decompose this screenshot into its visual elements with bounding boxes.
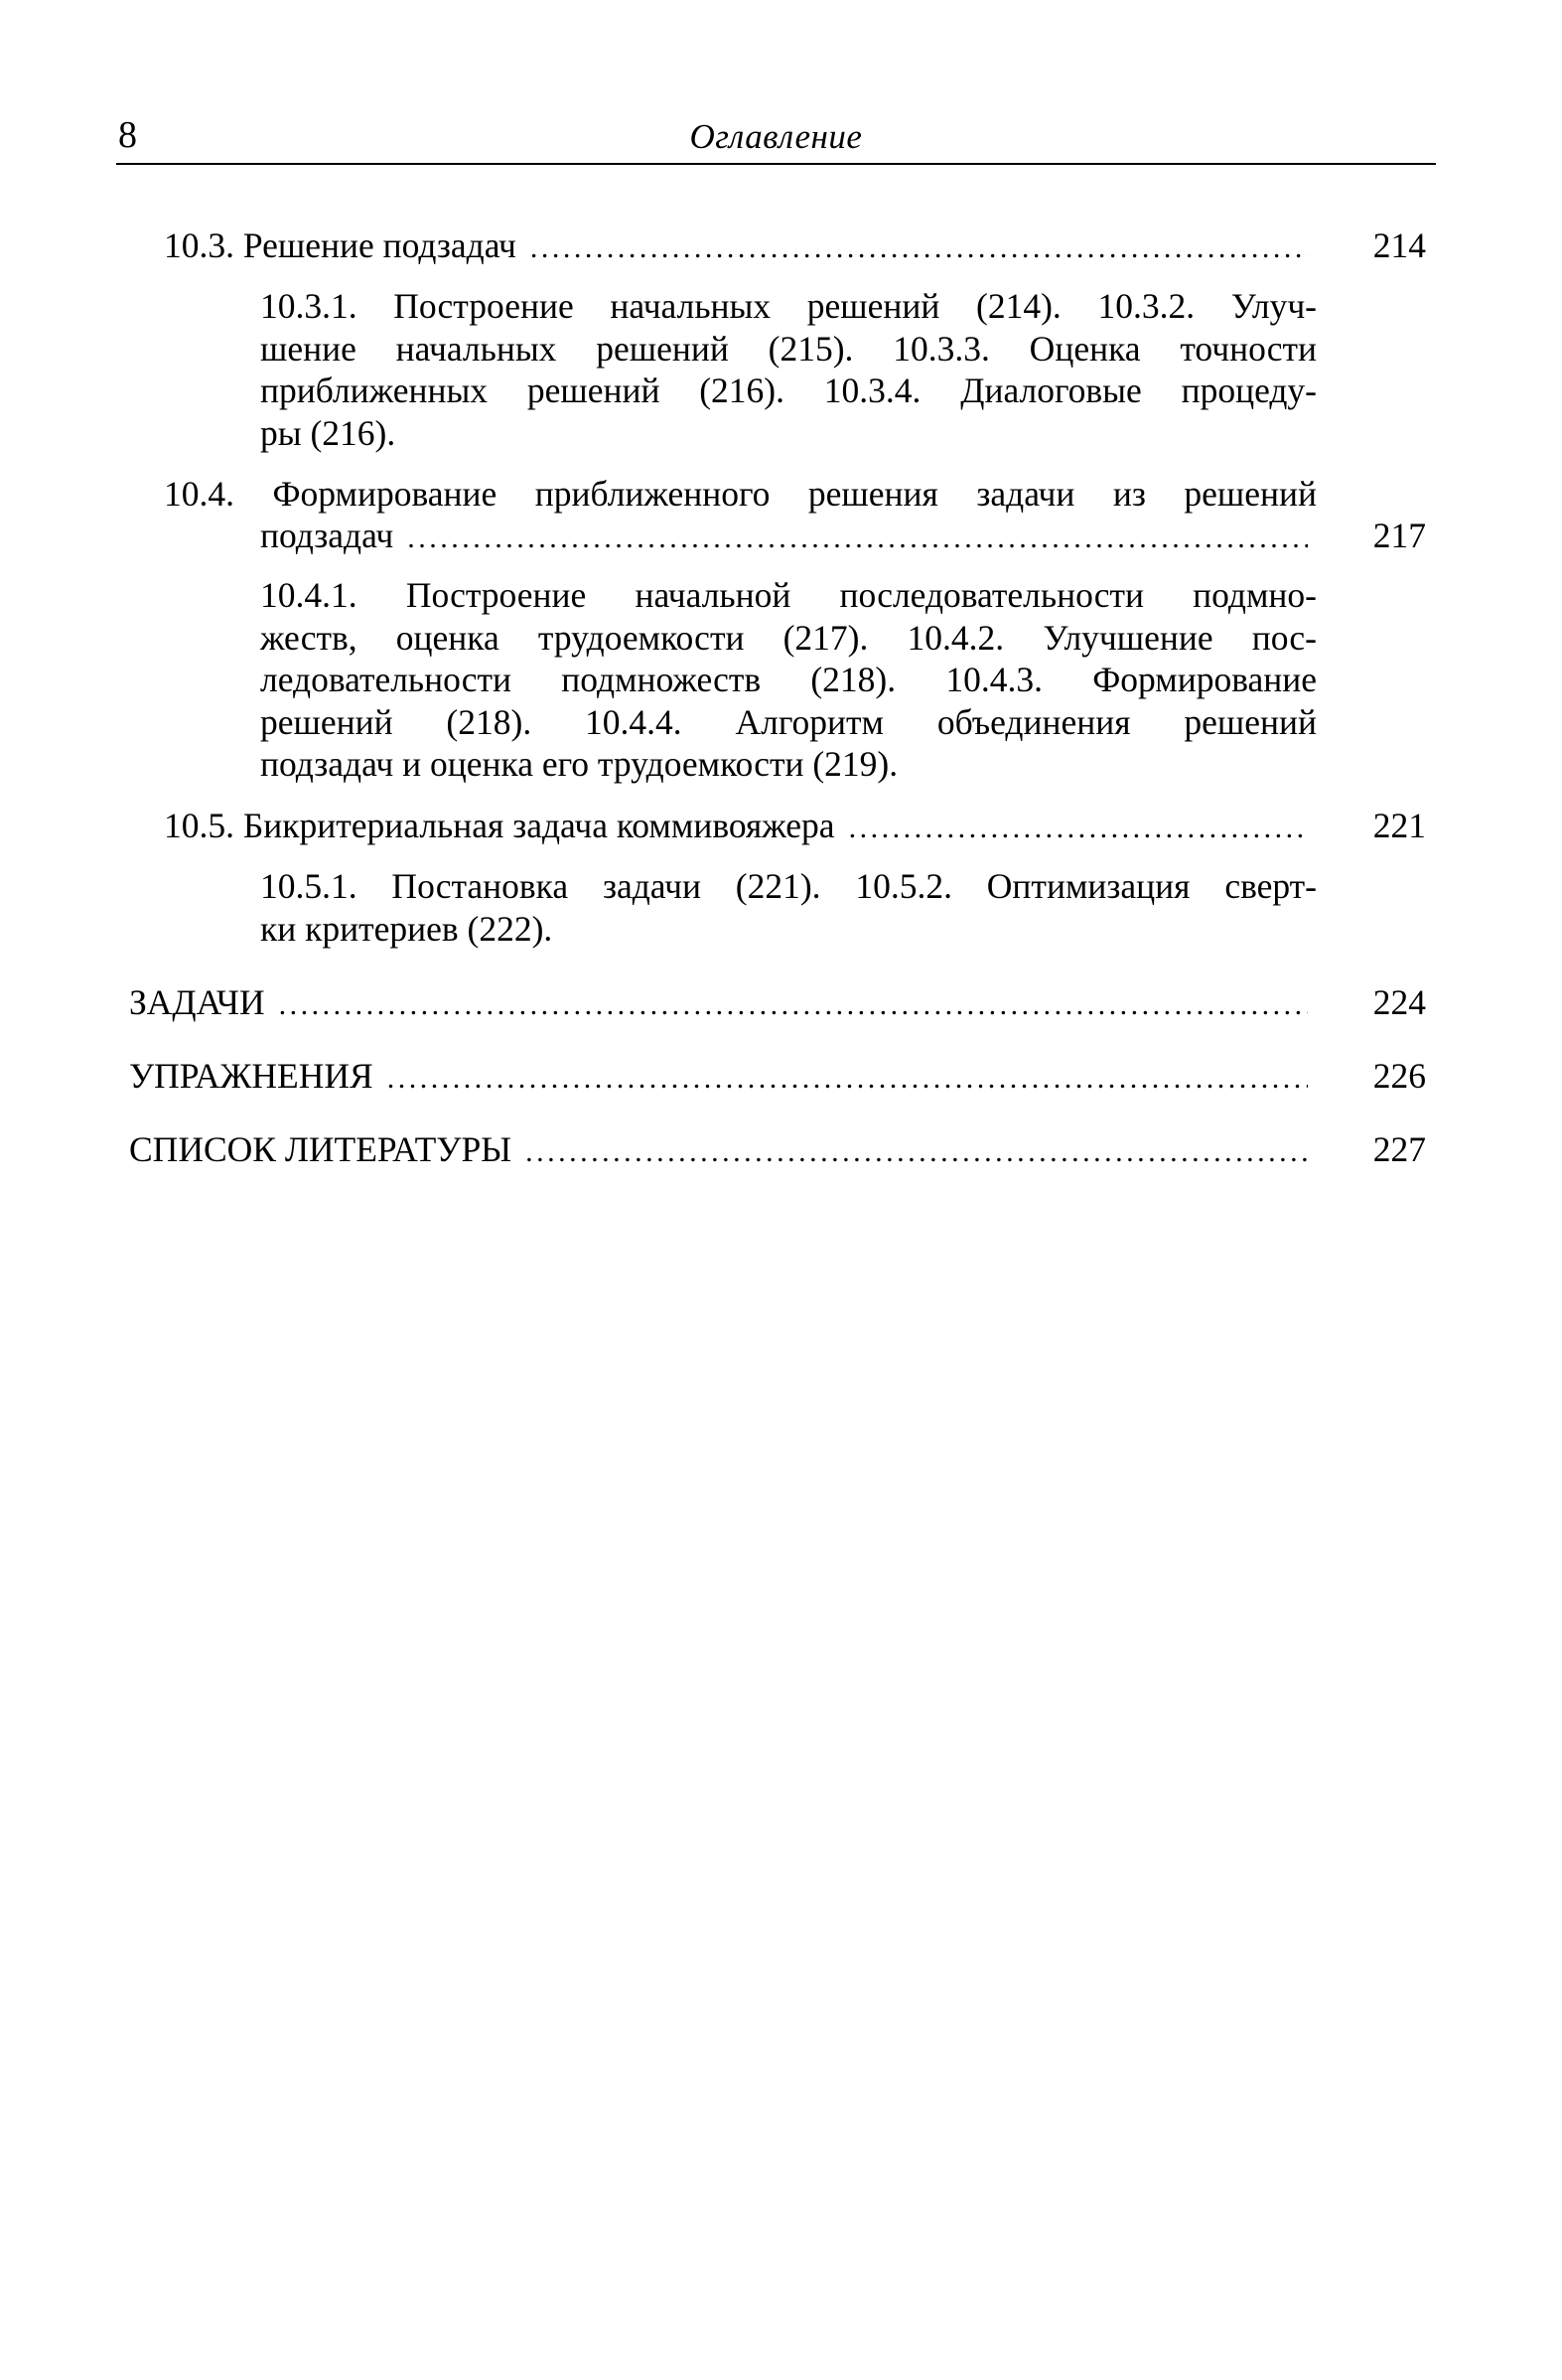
toc-entry-title-line <box>129 1055 1316 1100</box>
description-line: ры (216). <box>260 412 396 453</box>
leader-dots <box>849 808 1308 849</box>
toc-entry-title: УПРАЖНЕНИЯ <box>129 1056 373 1096</box>
toc-page-number: 224 <box>1372 982 1426 1022</box>
toc-entry-description <box>260 574 1317 786</box>
toc-entry-title: 10.4. Формирование приближенного решения задачи из решений <box>164 474 1317 514</box>
toc-entry-title: 10.3. Решение подзадач <box>164 225 516 265</box>
running-title: Оглавление <box>689 117 863 156</box>
leader-dots <box>525 1131 1308 1173</box>
toc-entry-description <box>260 285 1317 454</box>
toc-entry-title-line <box>164 224 1316 269</box>
running-header <box>116 111 1436 165</box>
leader-dots <box>407 518 1308 559</box>
description-line: шение начальных решений (215). 10.3.3. Оценка точности <box>260 328 1317 369</box>
toc-entry-title-line <box>129 981 1316 1026</box>
toc-entry-title-line <box>164 805 1316 849</box>
description-line: ледовательности подмножеств (218). 10.4.3. Формирование <box>260 660 1317 699</box>
toc-page-number: 227 <box>1372 1129 1426 1169</box>
leader-dots <box>387 1058 1308 1100</box>
description-line: решений (218). 10.4.4. Алгоритм объединения решений <box>260 701 1317 742</box>
toc-entry-title: СПИСОК ЛИТЕРАТУРЫ <box>129 1129 512 1169</box>
toc-entry-title: 10.5. Бикритериальная задача коммивояжера <box>164 806 835 845</box>
toc-page-number: 226 <box>1372 1056 1426 1096</box>
toc-entry-title-continuation: подзадач <box>260 516 394 555</box>
leader-dots <box>279 984 1308 1026</box>
description-line: жеств, оценка трудоемкости (217). 10.4.2. Улучшение пос- <box>260 617 1317 658</box>
toc-entry-title-line <box>129 1128 1316 1173</box>
toc-page-number: 214 <box>1372 225 1426 265</box>
description-line: 10.4.1. Построение начальной последовательности подмно- <box>260 575 1317 615</box>
toc-entry-title-first-line <box>164 473 1317 516</box>
page-number: 8 <box>118 114 137 156</box>
description-line: ки критериев (222). <box>260 908 553 949</box>
toc-page-number: 217 <box>1372 516 1426 555</box>
leader-dots <box>530 227 1308 269</box>
description-line: приближенных решений (216). 10.3.4. Диалоговые процеду- <box>260 371 1317 410</box>
description-line: 10.3.1. Построение начальных решений (214). 10.3.2. Улуч- <box>260 286 1317 326</box>
description-line: подзадач и оценка его трудоемкости (219). <box>260 744 899 784</box>
description-line: 10.5.1. Постановка задачи (221). 10.5.2. Оптимизация сверт- <box>260 866 1317 906</box>
toc-entry-title-line <box>260 515 1316 559</box>
toc-entry-description <box>260 865 1317 950</box>
toc-entry-title: ЗАДАЧИ <box>129 982 265 1022</box>
toc-page-number: 221 <box>1372 806 1426 845</box>
